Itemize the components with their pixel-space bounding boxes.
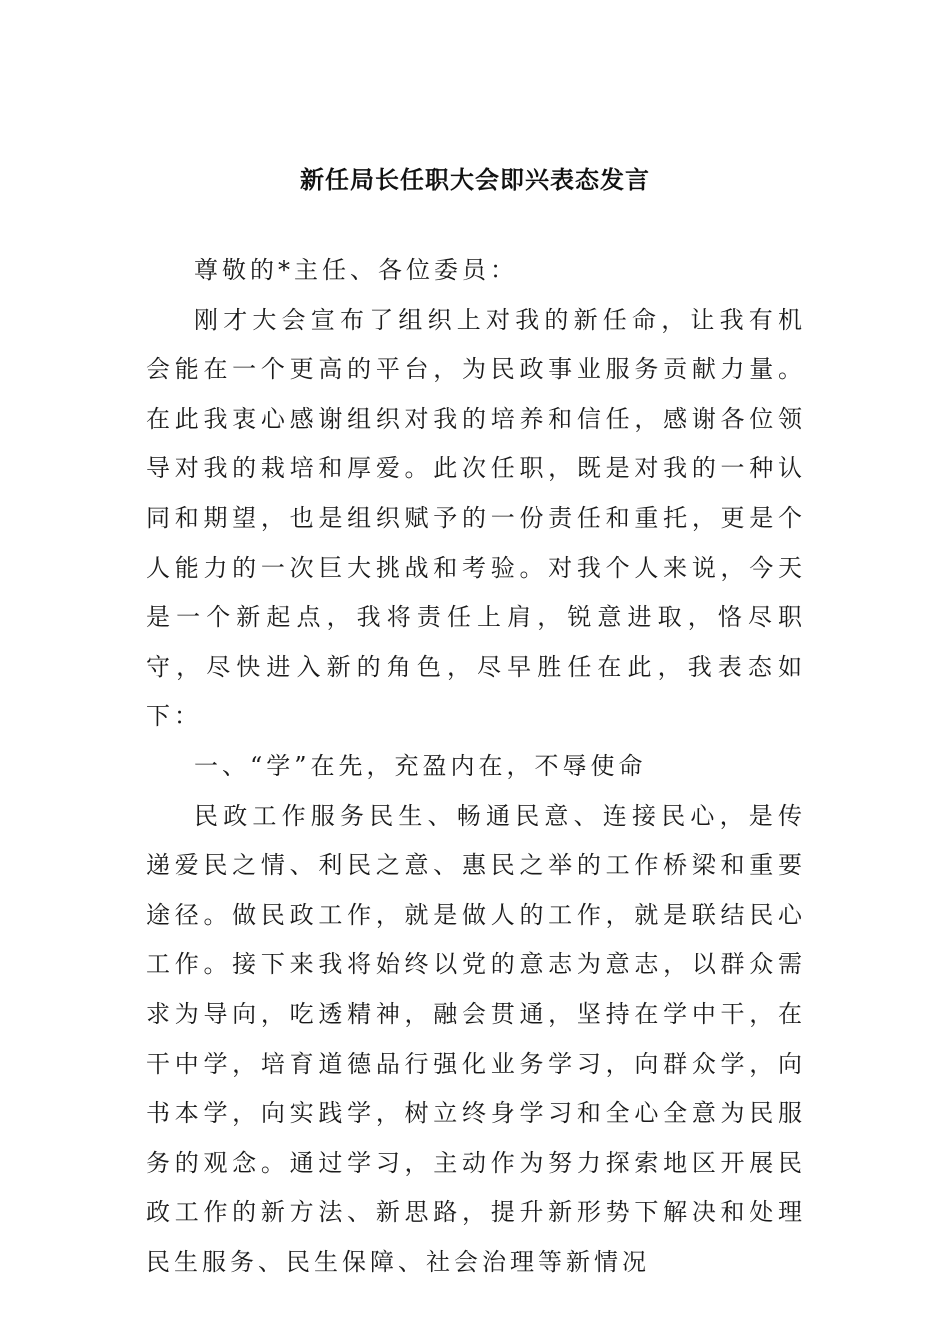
section-heading: 一、“学”在先，充盈内在，不辱使命 [194,751,647,780]
body-paragraph: 民政工作服务民生、畅通民意、连接民心，是传递爱民之情、利民之意、惠民之举的工作桥梁和重要途径。做民政工作，就是做人的工作，就是联结民心工作。接下来我将始终以党的意志为意志，以群众需求为导向，吃透精神，融会贯通，坚持在学中干，在干中学，培育道德品行强化业务学习，向群众学，向书本学，向实践学，树立终身学习和全心全意为民服务的观念。通过学习，主动作为努力探索地区开展民政工作的新方法、新思路，提升新形势下解决和处理民生服务、民生保障、社会治理等新情况 [146,801,806,1276]
body-paragraph: 刚才大会宣布了组织上对我的新任命，让我有机会能在一个更高的平台，为民政事业服务贡献力量。在此我衷心感谢组织对我的培养和信任，感谢各位领导对我的栽培和厚爱。此次任职，既是对我的一种认同和期望，也是组织赋予的一份责任和重托，更是个人能力的一次巨大挑战和考验。对我个人来说，今天是一个新起点，我将责任上肩，锐意进取，恪尽职守，尽快进入新的角色，尽早胜任在此，我表态如下： [146,305,806,731]
document-title: 新任局长任职大会即兴表态发言 [300,165,650,194]
document-body [146,246,806,1287]
salutation: 尊敬的*主任、各位委员： [194,256,518,284]
